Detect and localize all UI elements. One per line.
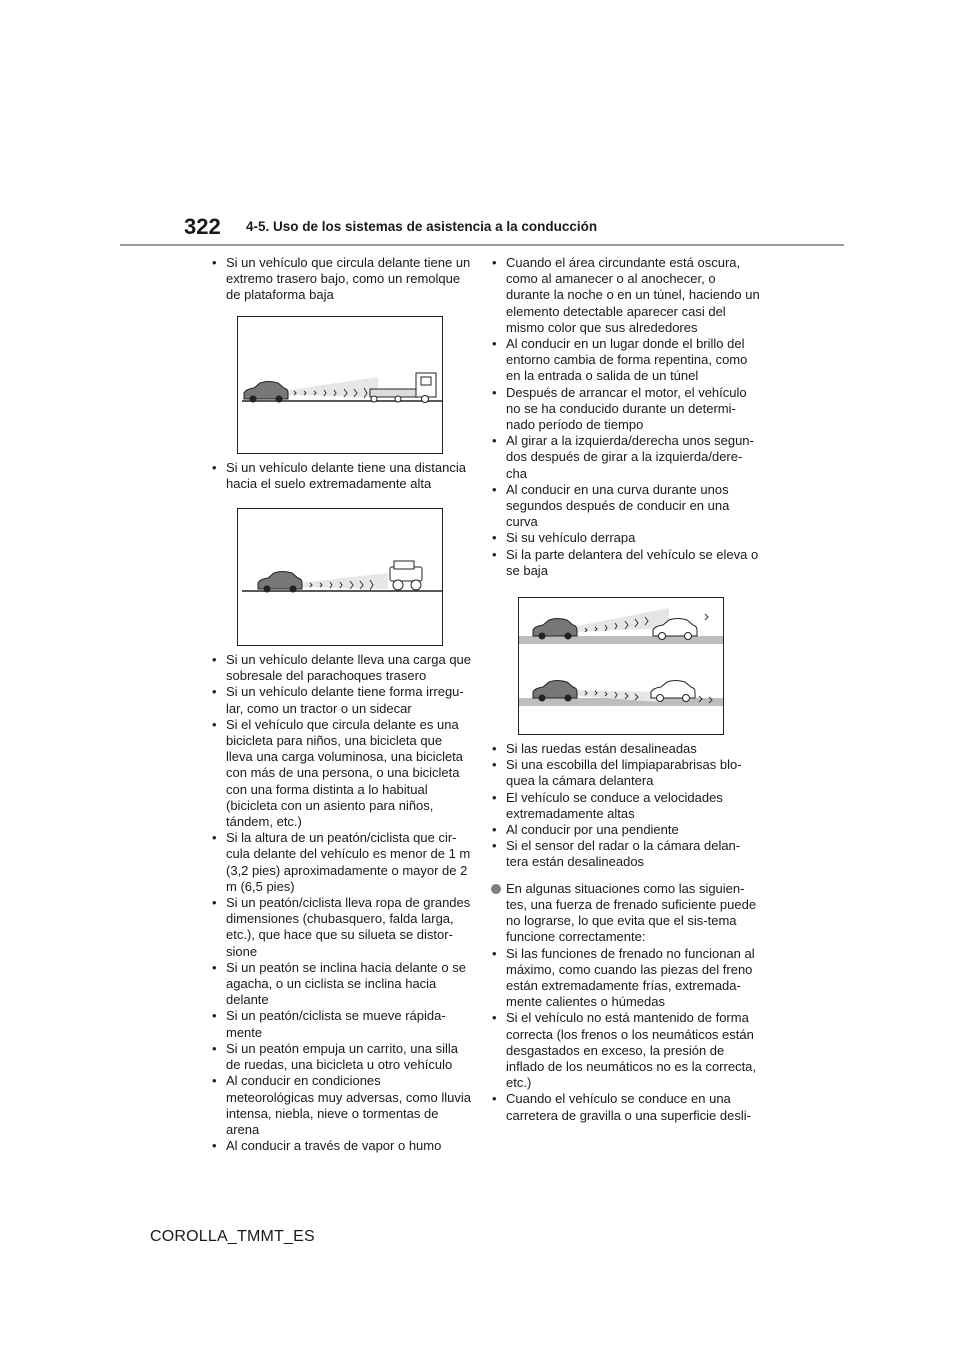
list-item: • Al conducir en una curva durante unos segundos después de conducir en una curva: [490, 482, 760, 531]
list-item: • Si la altura de un peatón/ciclista que cir-cula delante del vehículo es menor de 1 m (3,2 pies) aproximadamente o mayor de 2 m (6,5 pies): [210, 830, 472, 895]
list-item: • Si un vehículo delante tiene forma irregu-lar, como un tractor o un sidecar: [210, 684, 472, 716]
circle-bullet-icon: [491, 884, 501, 894]
figure-pitching-vehicle: [518, 597, 724, 735]
list-item: • Al conducir por una pendiente: [490, 822, 760, 838]
paragraph-text: En algunas situaciones como las siguien-tes, una fuerza de frenado suficiente puede no lograrse, lo que evita que el sis-tema funcione correctamente:: [506, 880, 757, 945]
list-item: • Si un vehículo que circula delante tiene un extremo trasero bajo, como un remolque de plataforma baja: [210, 255, 472, 304]
list-item: • Si un vehículo delante lleva una carga que sobresale del parachoques trasero: [210, 652, 472, 684]
list-item: • Después de arrancar el motor, el vehículo no se ha conducido durante un determi-nado período de tiempo: [490, 385, 760, 434]
left-column: [210, 255, 472, 1154]
list-item: • Si el sensor del radar o la cámara delan-tera están desalineados: [490, 838, 760, 870]
list-item: • Al conducir en condiciones meteorológicas muy adversas, como lluvia intensa, niebla, nieve o tormentas de arena: [210, 1073, 472, 1138]
car-icon: [533, 681, 577, 702]
model-code-footer: COROLLA_TMMT_ES: [150, 1228, 315, 1245]
suv-icon: [390, 561, 422, 590]
section-title: 4-5. Uso de los sistemas de asistencia a la conducción: [246, 219, 598, 234]
braking-paragraph: [490, 881, 760, 946]
right-column: [490, 255, 760, 1124]
figure-low-trailer: [237, 316, 443, 454]
page-number: 322: [184, 214, 221, 239]
car-icon: [651, 681, 695, 702]
list-item: • Si un peatón/ciclista lleva ropa de grandes dimensiones (chubasquero, falda larga, etc.), que hace que su silueta se distor-sione: [210, 895, 472, 960]
list-item: • Si su vehículo derrapa: [490, 530, 760, 546]
list-item: • Si las funciones de frenado no funcionan al máximo, como cuando las piezas del freno están extremadamente frías, extremada-mente calientes o húmedas: [490, 946, 760, 1011]
list-item: • Si el vehículo no está mantenido de forma correcta (los frenos o los neumáticos están desgastados en exceso, la presión de inflado de los neumáticos no es la correcta, etc.): [490, 1010, 760, 1091]
high-clearance-illustration: [238, 509, 442, 645]
list-item: • Cuando el vehículo se conduce en una carretera de gravilla o una superficie desli-: [490, 1091, 760, 1123]
list-item: • Si un peatón empuja un carrito, una silla de ruedas, una bicicleta u otro vehículo: [210, 1041, 472, 1073]
list-item: • Cuando el área circundante está oscura, como al amanecer o al anochecer, o durante la noche o en un túnel, haciendo un elemento detectable aparecer casi del mismo color que sus alrededores: [490, 255, 760, 336]
header-divider: [120, 244, 844, 246]
list-item: • Si el vehículo que circula delante es una bicicleta para niños, una bicicleta que lleva una carga voluminosa, una bicicleta con más de una persona, o una bicicleta con una forma distinta a lo habitual (bicicleta con un asiento para niños, tándem, etc.): [210, 717, 472, 830]
left-intro-list: [210, 255, 472, 304]
list-item: • Al girar a la izquierda/derecha unos segun-dos después de girar a la izquierda/dere-cha: [490, 433, 760, 482]
right-after-figure-list: [490, 741, 760, 871]
list-item: • Si un peatón/ciclista se mueve rápida-mente: [210, 1008, 472, 1040]
left-mid-list: [210, 460, 472, 492]
car-icon: [533, 619, 577, 640]
list-item: • Si un vehículo delante tiene una distancia hacia el suelo extremadamente alta: [210, 460, 472, 492]
list-item: • Si las ruedas están desalineadas: [490, 741, 760, 757]
car-icon: [244, 381, 288, 402]
list-item: • Al conducir a través de vapor o humo: [210, 1138, 472, 1154]
left-item-list: [210, 652, 472, 1154]
list-item: • El vehículo se conduce a velocidades extremadamente altas: [490, 790, 760, 822]
right-item-list: [490, 255, 760, 579]
list-item: • Si una escobilla del limpiaparabrisas blo-quea la cámara delantera: [490, 757, 760, 789]
braking-conditions-list: [490, 946, 760, 1124]
truck-icon: [370, 373, 436, 403]
list-item: • Si un peatón se inclina hacia delante o se agacha, o un ciclista se inclina hacia delante: [210, 960, 472, 1009]
pitching-vehicle-illustration: [519, 598, 723, 734]
low-trailer-illustration: [238, 317, 442, 453]
list-item: • Si la parte delantera del vehículo se eleva o se baja: [490, 547, 760, 579]
figure-high-clearance: [237, 508, 443, 646]
list-item: • Al conducir en un lugar donde el brillo del entorno cambia de forma repentina, como en la entrada o salida de un túnel: [490, 336, 760, 385]
car-icon: [258, 572, 302, 593]
